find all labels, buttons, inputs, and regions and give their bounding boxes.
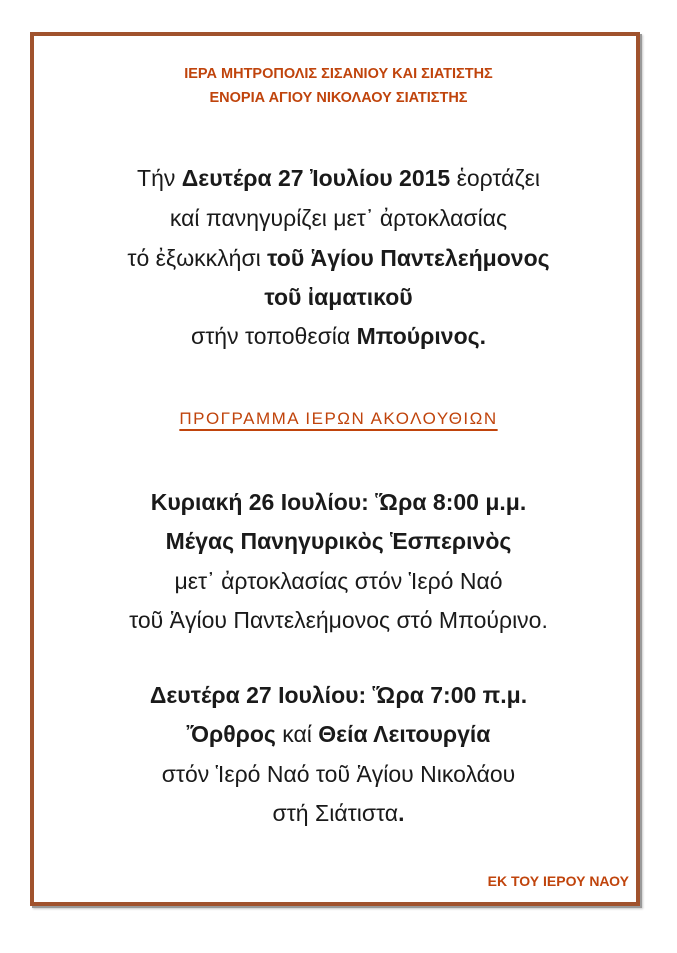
orthros: Ὄρθρος — [186, 721, 276, 747]
announcement-line-2: καί πανηγυρίζει μετ᾽ ἀρτοκλασίας — [169, 205, 508, 231]
header-parish: ΕΝΟΡΙΑ ΑΓΙΟΥ ΝΙΚΟΛΑΟΥ ΣΙΑΤΙΣΤΗΣ — [209, 90, 468, 106]
footer-signature: ΕΚ ΤΟΥ ΙΕΡΟΥ ΝΑΟΥ — [487, 873, 629, 889]
service2-datetime: Δευτέρα 27 Ιουλίου: Ὥρα 7:00 π.μ. — [149, 682, 528, 708]
announcement-line-1 — [0, 163, 677, 193]
announcement-line-4: τοῦ ἰαματικοῦ — [264, 284, 413, 310]
service2-line-3: στόν Ἱερό Ναό τοῦ Ἁγίου Νικολάου — [161, 761, 516, 787]
saint-name: τοῦ Ἁγίου Παντελεήμονος — [267, 245, 550, 271]
announcement-line-5 — [0, 321, 677, 351]
feast-date: Δευτέρα 27 Ἰουλίου 2015 — [181, 165, 451, 191]
header-metropolis: ΙΕΡΑ ΜΗΤΡΟΠΟΛΙΣ ΣΙΣΑΝΙΟΥ ΚΑΙ ΣΙΑΤΙΣΤΗΣ — [184, 66, 493, 82]
announcement-line-3 — [0, 243, 677, 273]
announcement-text: τό ἐξωκκλήσι — [127, 245, 268, 271]
program-title-text: ΠΡΟΓΡΑΜΜΑ ΙΕΡΩΝ ΑΚΟΛΟΥΘΙΩΝ — [179, 409, 498, 428]
service2-name — [0, 719, 677, 749]
announcement-text: ἑορτάζει — [450, 165, 540, 191]
service1-line-4: τοῦ Ἁγίου Παντελεήμονος στό Μπούρινο. — [129, 607, 548, 633]
location-name: Μπούρινος. — [356, 323, 486, 349]
service2-period: . — [398, 800, 405, 826]
service1-name: Μέγας Πανηγυρικὸς Ἑσπερινὸς — [165, 528, 512, 554]
service2-line-4 — [0, 798, 677, 828]
program-title — [0, 406, 677, 433]
service2-town: στή Σιάτιστα — [272, 800, 399, 826]
divine-liturgy: Θεία Λειτουργία — [318, 721, 491, 747]
announcement-text: στήν τοποθεσία — [191, 323, 357, 349]
service1-line-3: μετ᾽ ἀρτοκλασίας στόν Ἱερό Ναό — [174, 568, 503, 594]
service2-connector: καί — [275, 721, 319, 747]
service1-datetime: Κυριακή 26 Ιουλίου: Ὥρα 8:00 μ.μ. — [150, 489, 527, 515]
announcement-text: Τήν — [137, 165, 182, 191]
